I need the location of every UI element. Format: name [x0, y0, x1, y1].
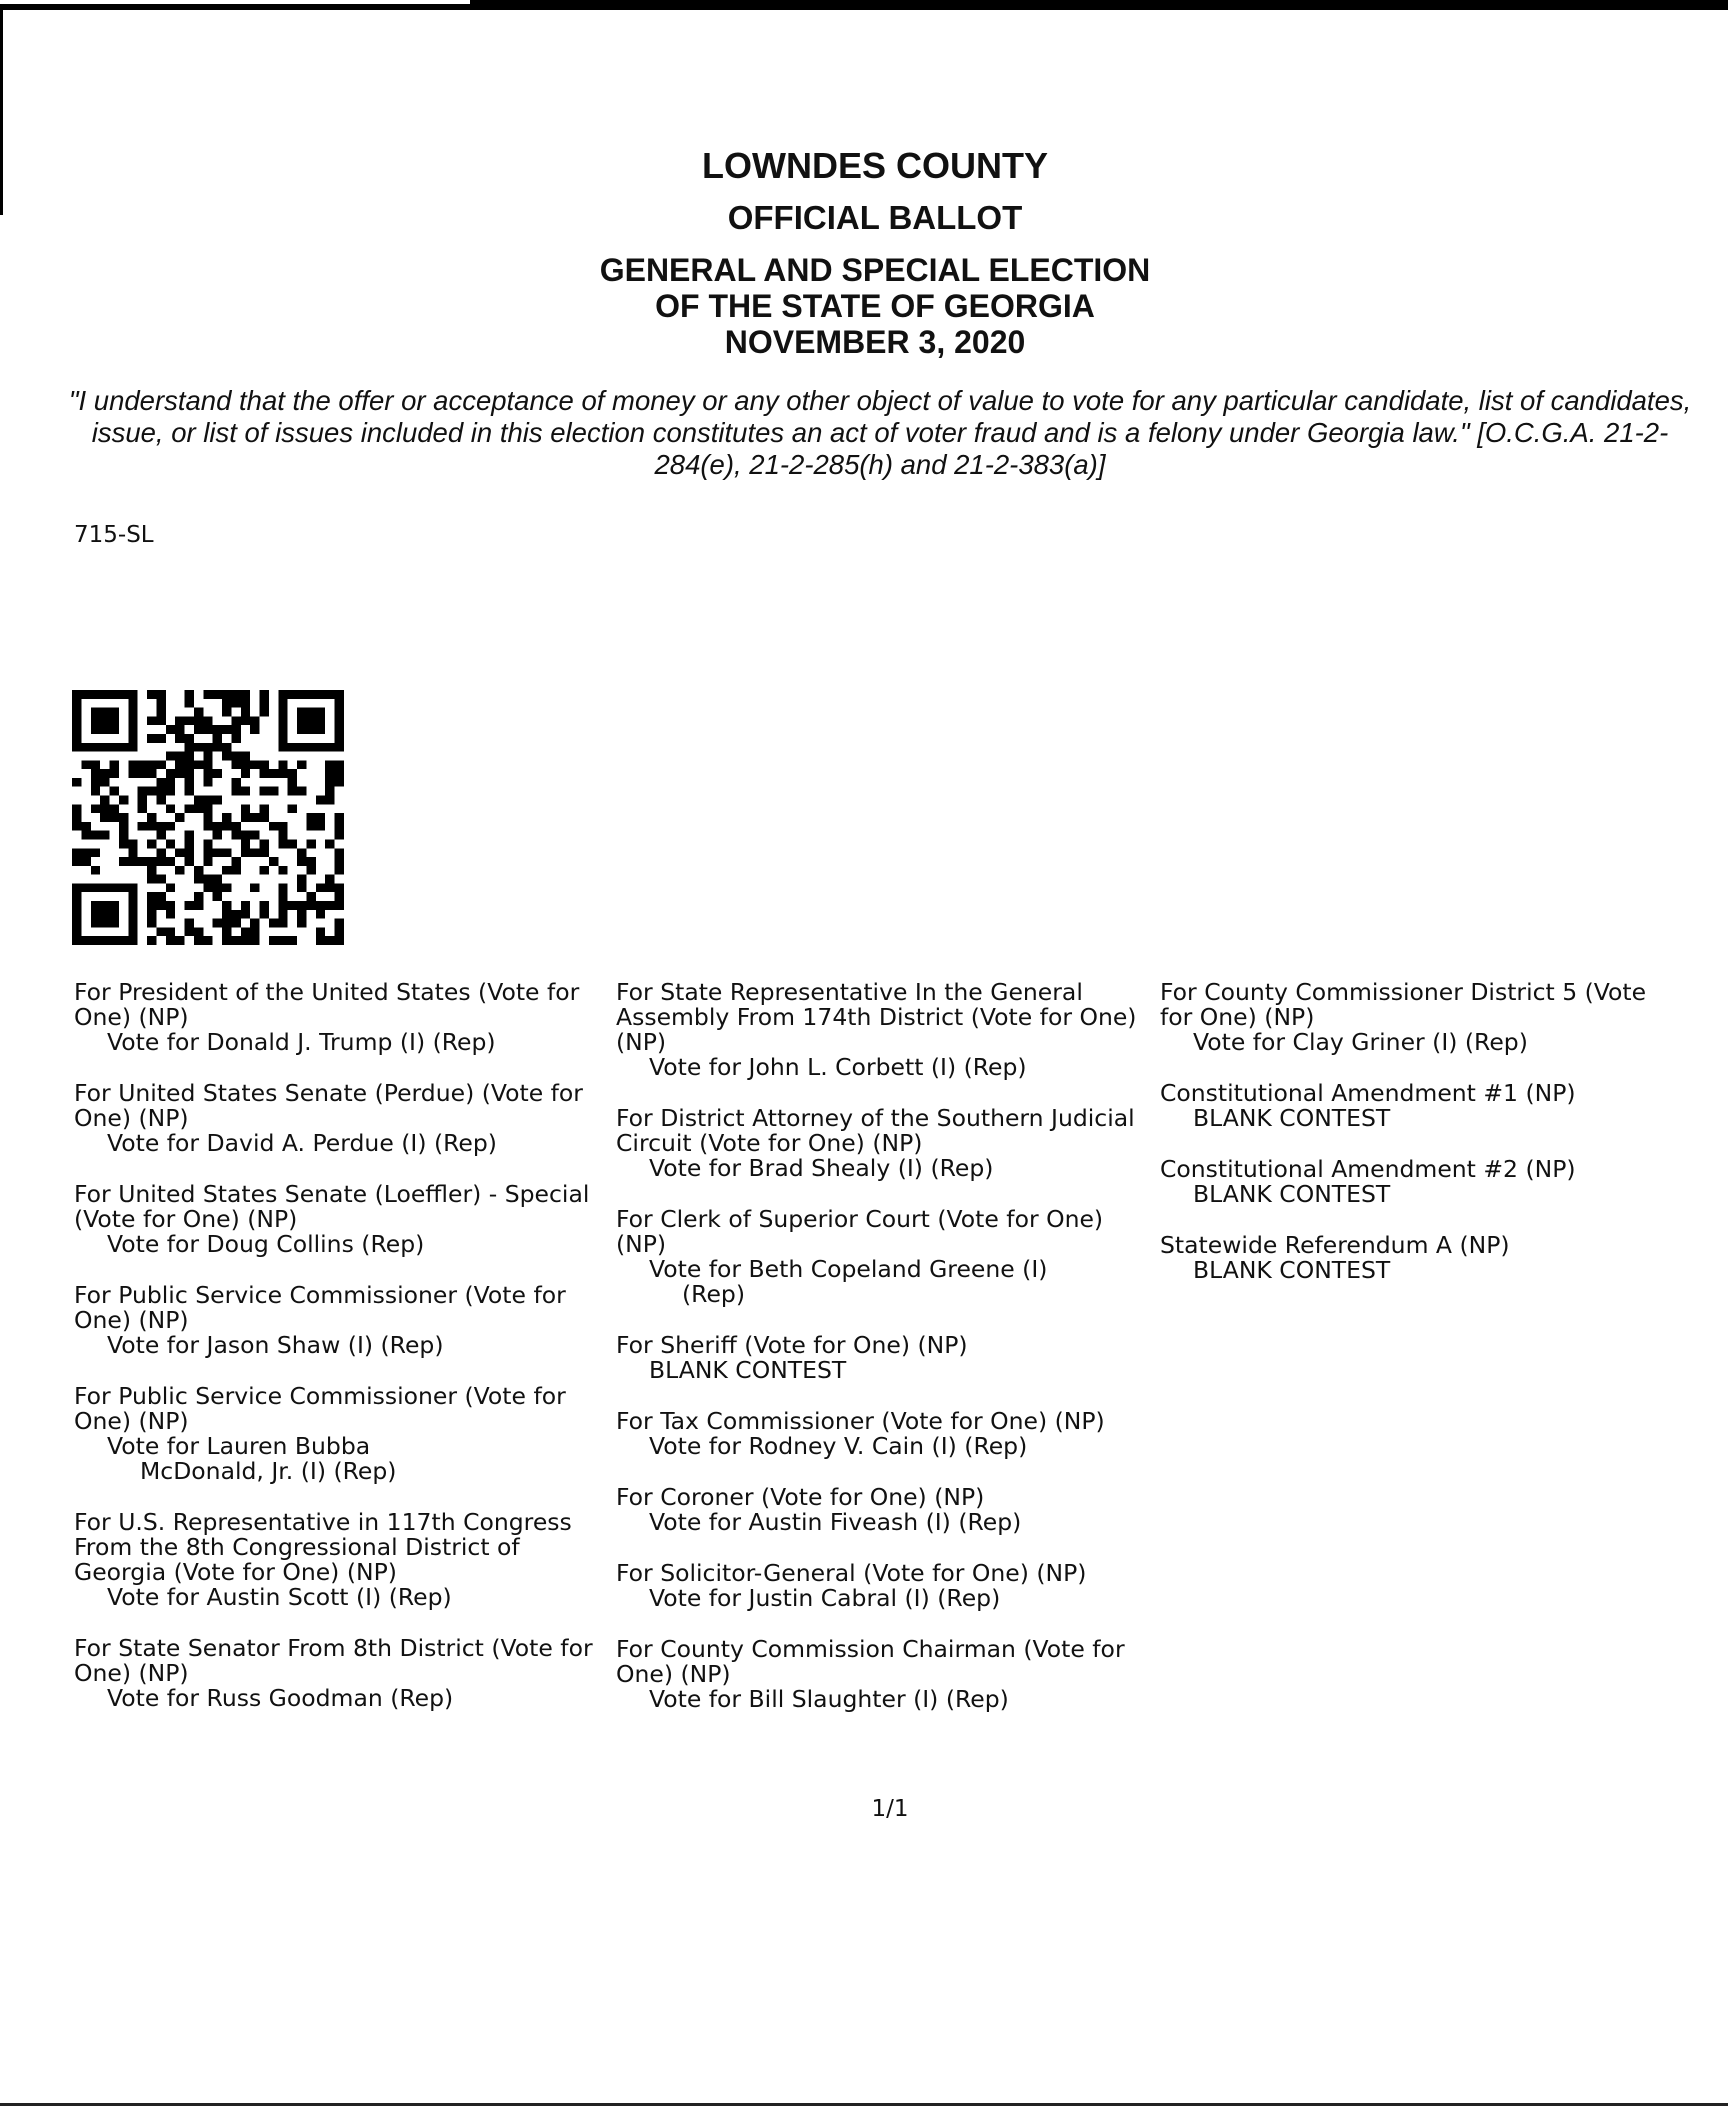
- contest-us-senate-loeffler-special: [74, 1182, 604, 1257]
- election-date: NOVEMBER 3, 2020: [724, 324, 1026, 360]
- contest-selection: Vote for David A. Perdue (I) (Rep): [107, 1129, 497, 1157]
- contest-selection: Vote for Bill Slaughter (I) (Rep): [649, 1685, 1009, 1713]
- contest-title: Constitutional Amendment #1 (NP): [1160, 1079, 1576, 1107]
- contest-title: Constitutional Amendment #2 (NP): [1160, 1155, 1576, 1183]
- selection-line-1: Vote for Beth Copeland Greene (I): [649, 1255, 1048, 1283]
- contest-us-senate-perdue: [74, 1081, 604, 1156]
- contest-selection: BLANK CONTEST: [1193, 1256, 1391, 1284]
- election-line-2: OF THE STATE OF GEORGIA: [655, 288, 1095, 324]
- ballot-header: [0, 144, 1728, 360]
- contest-sheriff: [616, 1333, 1156, 1383]
- contest-selection: Vote for Austin Scott (I) (Rep): [107, 1583, 452, 1611]
- contest-selection: Vote for Jason Shaw (I) (Rep): [107, 1331, 444, 1359]
- contest-selection: Vote for Justin Cabral (I) (Rep): [649, 1584, 1001, 1612]
- contest-title: [1160, 980, 1728, 1030]
- contest-title: For State Senator From 8th District (Vote for One) (NP): [74, 1634, 593, 1687]
- contest-amendment-1: [1160, 1081, 1728, 1131]
- county-title: LOWNDES COUNTY: [702, 145, 1048, 186]
- contest-selection: BLANK CONTEST: [649, 1356, 847, 1384]
- contest-state-representative: [616, 980, 1156, 1080]
- contest-county-commission-chairman: [616, 1637, 1156, 1712]
- contest-us-representative: [74, 1510, 604, 1610]
- election-title: [0, 252, 1728, 360]
- contest-selection: BLANK CONTEST: [1193, 1180, 1391, 1208]
- contest-solicitor-general: [616, 1561, 1156, 1611]
- contest-psc-1: [74, 1283, 604, 1358]
- ballot-type: OFFICIAL BALLOT: [727, 199, 1023, 236]
- scan-edge-bottom: [0, 2103, 1728, 2106]
- title-line-1: For County Commissioner District 5 (Vote: [1160, 978, 1647, 1006]
- selection-line-2: McDonald, Jr. (I) (Rep): [140, 1457, 397, 1485]
- contest-district-attorney: [616, 1106, 1156, 1181]
- contest-title: For U.S. Representative in 117th Congress From the 8th Congressional District of Georgia (Vote for One) (NP): [74, 1508, 572, 1586]
- contest-referendum-a: [1160, 1233, 1728, 1283]
- contest-selection: Vote for John L. Corbett (I) (Rep): [649, 1053, 1027, 1081]
- contest-selection: Vote for Donald J. Trump (I) (Rep): [107, 1028, 496, 1056]
- contest-selection: Vote for Brad Shealy (I) (Rep): [649, 1154, 994, 1182]
- contest-selection: [74, 1434, 604, 1484]
- contest-title: For United States Senate (Perdue) (Vote for One) (NP): [74, 1079, 583, 1132]
- title-line-2: for One) (NP): [1160, 1003, 1315, 1031]
- contest-selection: Vote for Clay Griner (I) (Rep): [1193, 1028, 1528, 1056]
- contest-title: For Clerk of Superior Court (Vote for One) (NP): [616, 1205, 1104, 1258]
- ballot-style-code: 715-SL: [74, 522, 154, 548]
- ballot-column-3: [1160, 980, 1728, 1309]
- contest-tax-commissioner: [616, 1409, 1156, 1459]
- ballot-column-2: [616, 980, 1156, 1738]
- election-line-1: GENERAL AND SPECIAL ELECTION: [599, 252, 1151, 288]
- voter-fraud-notice: "I understand that the offer or acceptance of money or any other object of value to vote for any particular candidate, list of candidates, issue, or list of issues included in this election constitutes an act of voter fraud and is a felony under Georgia law." [O.C.G.A. 21-2-284(e), 21-2-285(h) and 21-2-383(a)]: [68, 385, 1692, 480]
- contest-title: For District Attorney of the Southern Judicial Circuit (Vote for One) (NP): [616, 1104, 1135, 1157]
- page-number: 1/1: [871, 1796, 909, 1822]
- contest-psc-2: [74, 1384, 604, 1484]
- contest-selection: BLANK CONTEST: [1193, 1104, 1391, 1132]
- contest-title: For Solicitor-General (Vote for One) (NP): [616, 1559, 1087, 1587]
- contest-title: For Sheriff (Vote for One) (NP): [616, 1331, 968, 1359]
- contest-title: For County Commission Chairman (Vote for One) (NP): [616, 1635, 1125, 1688]
- contest-selection: Vote for Austin Fiveash (I) (Rep): [649, 1508, 1022, 1536]
- contest-president: [74, 980, 604, 1055]
- contest-title: For President of the United States (Vote for One) (NP): [74, 978, 580, 1031]
- contest-selection: Vote for Doug Collins (Rep): [107, 1230, 425, 1258]
- selection-line-2: (Rep): [682, 1280, 745, 1308]
- contest-amendment-2: [1160, 1157, 1728, 1207]
- contest-clerk-superior-court: [616, 1207, 1156, 1307]
- contest-title: For Public Service Commissioner (Vote for One) (NP): [74, 1382, 566, 1435]
- contest-state-senator: [74, 1636, 604, 1711]
- contest-title: For Tax Commissioner (Vote for One) (NP): [616, 1407, 1105, 1435]
- contest-title: For United States Senate (Loeffler) - Special (Vote for One) (NP): [74, 1180, 590, 1233]
- contest-title: For State Representative In the General Assembly From 174th District (Vote for One) (NP): [616, 978, 1137, 1056]
- contest-coroner: [616, 1485, 1156, 1535]
- contest-selection: Vote for Rodney V. Cain (I) (Rep): [649, 1432, 1028, 1460]
- ballot-column-1: [74, 980, 604, 1737]
- contest-title: Statewide Referendum A (NP): [1160, 1231, 1510, 1259]
- contest-selection: Vote for Russ Goodman (Rep): [107, 1684, 454, 1712]
- selection-line-1: Vote for Lauren Bubba: [107, 1432, 371, 1460]
- contest-title: For Coroner (Vote for One) (NP): [616, 1483, 985, 1511]
- contest-title: For Public Service Commissioner (Vote for One) (NP): [74, 1281, 566, 1334]
- qr-code-icon: [72, 690, 344, 945]
- contest-selection: [616, 1257, 1156, 1307]
- contest-county-commissioner-d5: [1160, 980, 1728, 1055]
- scan-edge-gap: [0, 0, 470, 4]
